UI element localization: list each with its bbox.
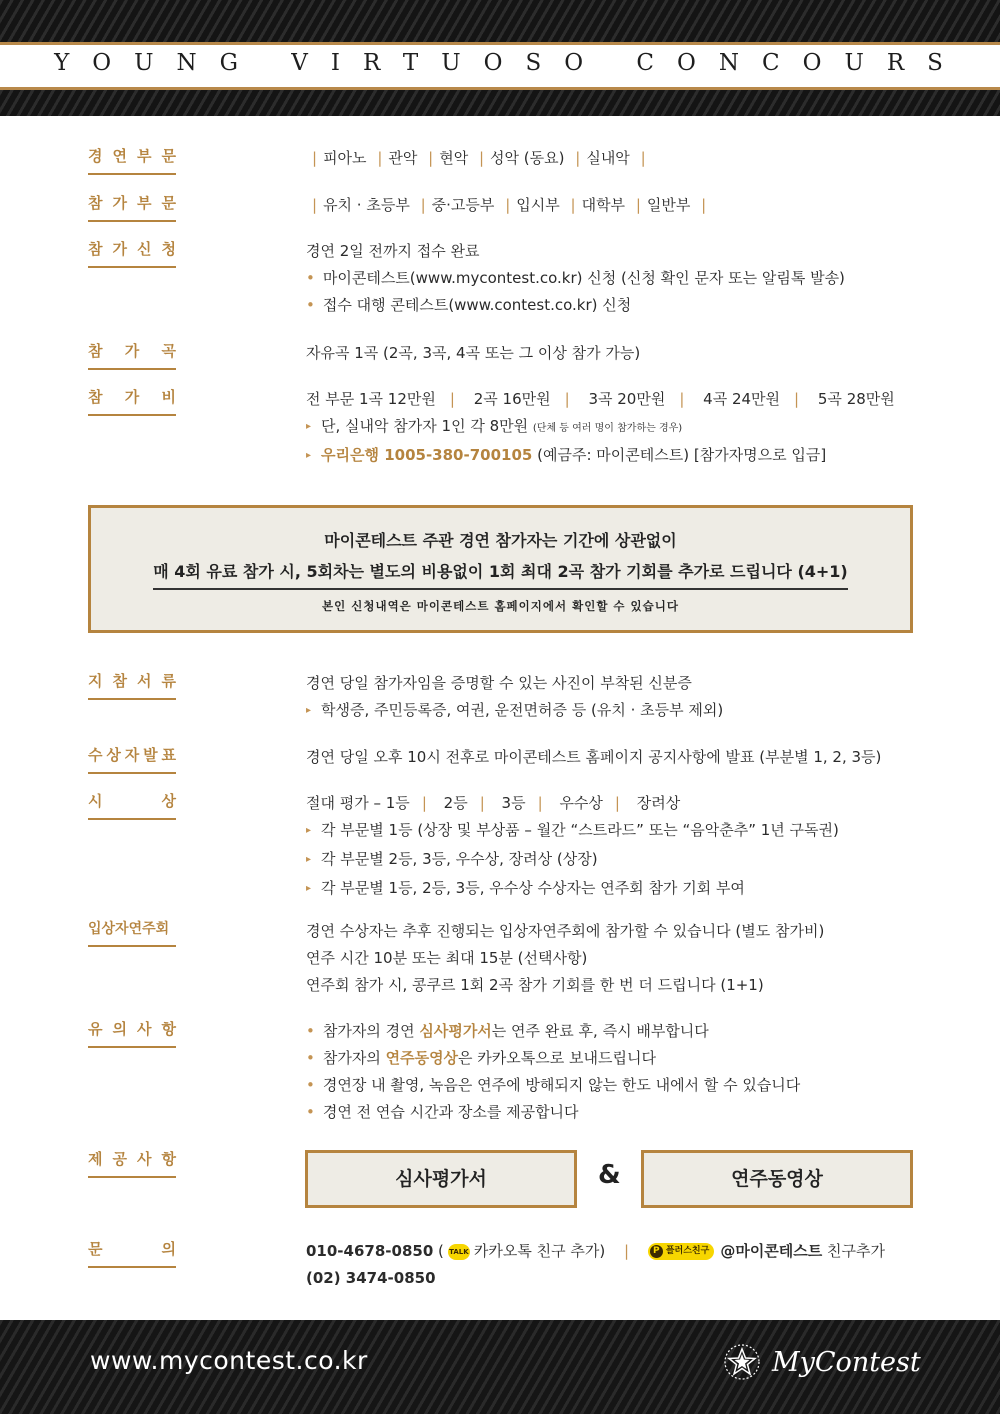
- notice-line-2: 매 4회 유료 참가 시, 5회차는 별도의 비용없이 1회 최대 2곡 참가 기회를 추가로 드립니다 (4+1): [153, 559, 848, 590]
- footer-banner: [0, 1320, 1000, 1414]
- documents-label: 지 참 서 류: [88, 670, 176, 700]
- documents-content: 경연 당일 참가자임을 증명할 수 있는 사진이 부착된 신분증 ▸ 학생증, 주민등록증, 여권, 운전면허증 등 (유치 · 초등부 제외): [306, 674, 724, 719]
- application-bullet: • 접수 대행 콘테스트(www.contest.co.kr) 신청: [306, 296, 632, 314]
- ampersand: &: [598, 1160, 621, 1190]
- announcement-label: 수 상 자 발 표: [88, 744, 176, 774]
- concert-content: 경연 수상자는 추후 진행되는 입상자연주회에 참가할 수 있습니다 (별도 참가비) 연주 시간 10분 또는 최대 15분 (선택사항) 연주회 참가 시, 콩쿠르 1회 2곡 참가 기회를 한 번 더 드립니다 (1+1): [306, 922, 825, 994]
- phone-landline[interactable]: (02) 3474-0850: [306, 1269, 436, 1287]
- awards-sub: ▸ 각 부문별 1등 (상장 및 부상품 – 월간 “스트라드” 또는 “음악춘추” 1년 구독권): [306, 821, 839, 839]
- mycontest-logo: [722, 1342, 921, 1382]
- awards-sub: ▸ 각 부문별 1등, 2등, 3등, 우수상 수상자는 연주회 참가 기회 부여: [306, 879, 745, 897]
- kakaotalk-icon: TALK: [448, 1244, 470, 1260]
- categories-list: | 유치 · 초등부 | 중·고등부 | 입시부 | 대학부 | 일반부 |: [312, 196, 707, 214]
- brand-name: MyContest: [772, 1346, 921, 1378]
- awards-content: [306, 790, 926, 904]
- contact-label: 문 의: [88, 1238, 176, 1268]
- pieces-content: 자유곡 1곡 (2곡, 3곡, 4곡 또는 그 이상 참가 가능): [306, 344, 641, 362]
- cautions-content: • 참가자의 경연 심사평가서는 연주 완료 후, 즉시 배부합니다 • 참가자의 연주동영상은 카카오톡으로 보내드립니다 • 경연장 내 촬영, 녹음은 연주에 방해되지 않는 한도 내에서 할 수 있습니다 • 경연 전 연습 시간과 장소를 제공합니다: [306, 1022, 801, 1121]
- star-emblem-icon: [722, 1342, 762, 1382]
- contact-content: 010-4678-0850 ( TALK 카카오톡 친구 추가) | P 플러스친구 @마이콘테스트 친구추가 (02) 3474-0850: [306, 1238, 926, 1292]
- fee-bank: ▸ 우리은행 1005-380-700105 (예금주: 마이콘테스트) [참가자명으로 입금]: [306, 446, 827, 464]
- notice-line-3: 본인 신청내역은 마이콘테스트 홈페이지에서 확인할 수 있습니다: [322, 599, 679, 613]
- fee-tiers: 전 부문 1곡 12만원 | 2곡 16만원 | 3곡 20만원 | 4곡 24만원 | 5곡 28만원: [306, 390, 895, 408]
- application-bullet: • 마이콘테스트(www.mycontest.co.kr) 신청 (신청 확인 문자 또는 알림톡 발송): [306, 269, 845, 287]
- awards-tiers: 절대 평가 – 1등 | 2등 | 3등 | 우수상 | 장려상: [306, 794, 681, 812]
- application-content: [306, 238, 926, 319]
- announcement-content: 경연 당일 오후 10시 전후로 마이콘테스트 홈페이지 공지사항에 발표 (부분별 1, 2, 3등): [306, 748, 882, 766]
- phone-mobile[interactable]: 010-4678-0850: [306, 1242, 434, 1260]
- concert-label: 입상자연주회: [88, 918, 176, 947]
- awards-label: 시 상: [88, 790, 176, 820]
- provided-label: 제 공 사 항: [88, 1148, 176, 1178]
- promo-notice-box: [88, 505, 913, 633]
- kakao-channel-id[interactable]: @마이콘테스트: [720, 1242, 823, 1260]
- cautions-label: 유 의 사 항: [88, 1018, 176, 1048]
- application-label: 참 가 신 청: [88, 238, 176, 268]
- fee-label: 참 가 비: [88, 386, 176, 416]
- header-banner: [0, 0, 1000, 116]
- pieces-label: 참 가 곡: [88, 340, 176, 370]
- plus-friend-icon: P 플러스친구: [648, 1243, 714, 1260]
- awards-sub: ▸ 각 부문별 2등, 3등, 우수상, 장려상 (상장): [306, 850, 598, 868]
- website-link[interactable]: www.mycontest.co.kr: [90, 1346, 368, 1375]
- provided-performance-video: 연주동영상: [641, 1150, 913, 1208]
- divisions-label: 경 연 부 문: [88, 145, 176, 175]
- provided-evaluation-sheet: 심사평가서: [305, 1150, 577, 1208]
- notice-line-1: 마이콘테스트 주관 경연 참가자는 기간에 상관없이: [324, 531, 677, 550]
- concours-title: YOUNG VIRTUOSO CONCOURS: [54, 50, 966, 76]
- application-deadline: 경연 2일 전까지 접수 완료: [306, 242, 480, 260]
- kakao-add-friend[interactable]: 카카오톡 친구 추가): [473, 1242, 606, 1260]
- fee-note: ▸ 단, 실내악 참가자 1인 각 8만원 (단체 등 여러 명이 참가하는 경우): [306, 417, 683, 435]
- fee-content: [306, 386, 926, 471]
- categories-label: 참 가 부 문: [88, 192, 176, 222]
- divisions-list: | 피아노 | 관악 | 현악 | 성악 (동요) | 실내악 |: [312, 149, 646, 167]
